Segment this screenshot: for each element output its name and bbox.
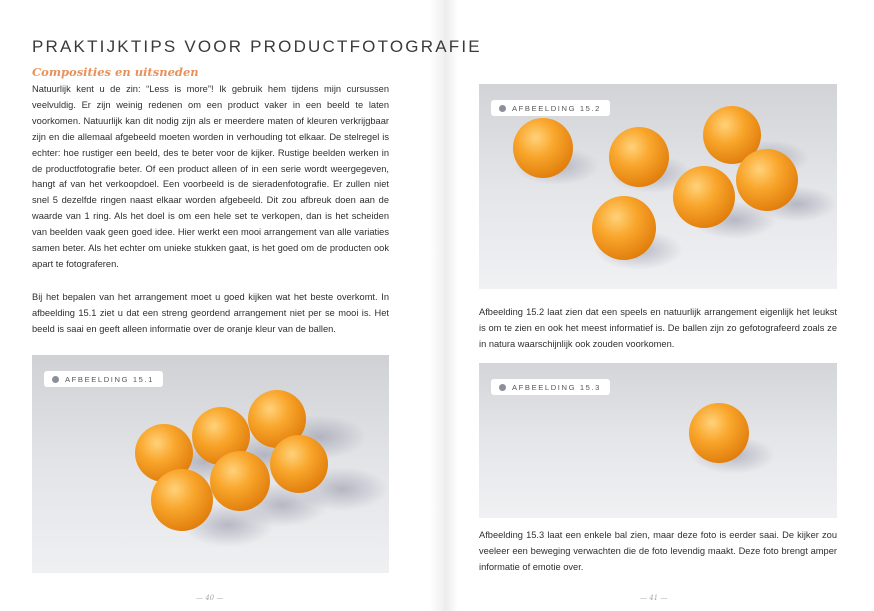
figure-label-text: AFBEELDING 15.2: [512, 103, 601, 113]
page-gutter: [430, 0, 458, 611]
figure-label: [44, 371, 163, 387]
figure-label: [491, 379, 610, 395]
bullet-dot-icon: [499, 105, 506, 112]
bullet-dot-icon: [499, 384, 506, 391]
bullet-dot-icon: [52, 376, 59, 383]
section-heading: Composities en uitsneden: [32, 65, 199, 79]
ping-pong-balls-grid-image: [32, 355, 389, 573]
page-number-right: — 41 —: [640, 594, 668, 602]
figure-15-2-photo: [479, 84, 837, 289]
paragraph-figure-15-2: Afbeelding 15.2 laat zien dat een speels en natuurlijk arrangement eigenlijk het leukst is om te zien en ook het meest informatief is. De ballen zijn zo gefotografeerd zoals ze in natura waarschijnlijk ook zouden voorkomen.: [479, 307, 837, 349]
figure-15-3-photo: [479, 363, 837, 518]
paragraph-intro: Natuurlijk kent u de zin: “Less is more”! Ik gebruik hem tijdens mijn cursussen veelvuldig. Er zijn weinig redenen om een product vaker in een beeld te laten voorkomen. Natuurlijk kan dit nodig zijn als er meerdere maten of kleuren verkrijgbaar zijn en die allemaal afgebeeld moeten worden in verhouding tot elkaar. De stelregel is echter: hoe rustiger een beeld, des te beter voor de kijker. Rustige beelden werken in de productfotografie beter. Of een product alleen of in een serie wordt weergegeven, hangt af van het verkoopdoel. Een voorbeeld is de sieradenfotografie. Er zullen niet snel 5 dezelfde ringen naast elkaar worden afgebeeld. Dit zou afbreuk doen aan de waarde van 1 ring. Als het doel is om een hele set te verkopen, dan is het scheiden van beelden vaak geen goed idee. Hier werkt een mooi arrangement van alle variaties samen beter. Als het echter om unieke stukken gaat, is het goed om de producten ook apart te fotograferen.: [32, 84, 389, 269]
paragraph-arrangement: Bij het bepalen van het arrangement moet u goed kijken wat het beste overkomt. In afbeelding 15.1 ziet u dat een streng geordend arrangement niet per se mooi is. Het beeld is saai en geeft alleen informatie over de oranje kleur van de ballen.: [32, 292, 389, 334]
figure-label-text: AFBEELDING 15.1: [65, 374, 154, 384]
page-title: PRAKTIJKTIPS VOOR PRODUCTFOTOGRAFIE: [32, 37, 482, 57]
figure-label-text: AFBEELDING 15.3: [512, 382, 601, 392]
page-number-left: — 40 —: [196, 594, 224, 602]
figure-label: [491, 100, 610, 116]
paragraph-figure-15-3: Afbeelding 15.3 laat een enkele bal zien, maar deze foto is eerder saai. De kijker zou veeleer een beweging verwachten die de foto levendig maakt. Deze foto brengt amper informatie of emotie over.: [479, 530, 837, 572]
figure-15-1-photo: [32, 355, 389, 573]
